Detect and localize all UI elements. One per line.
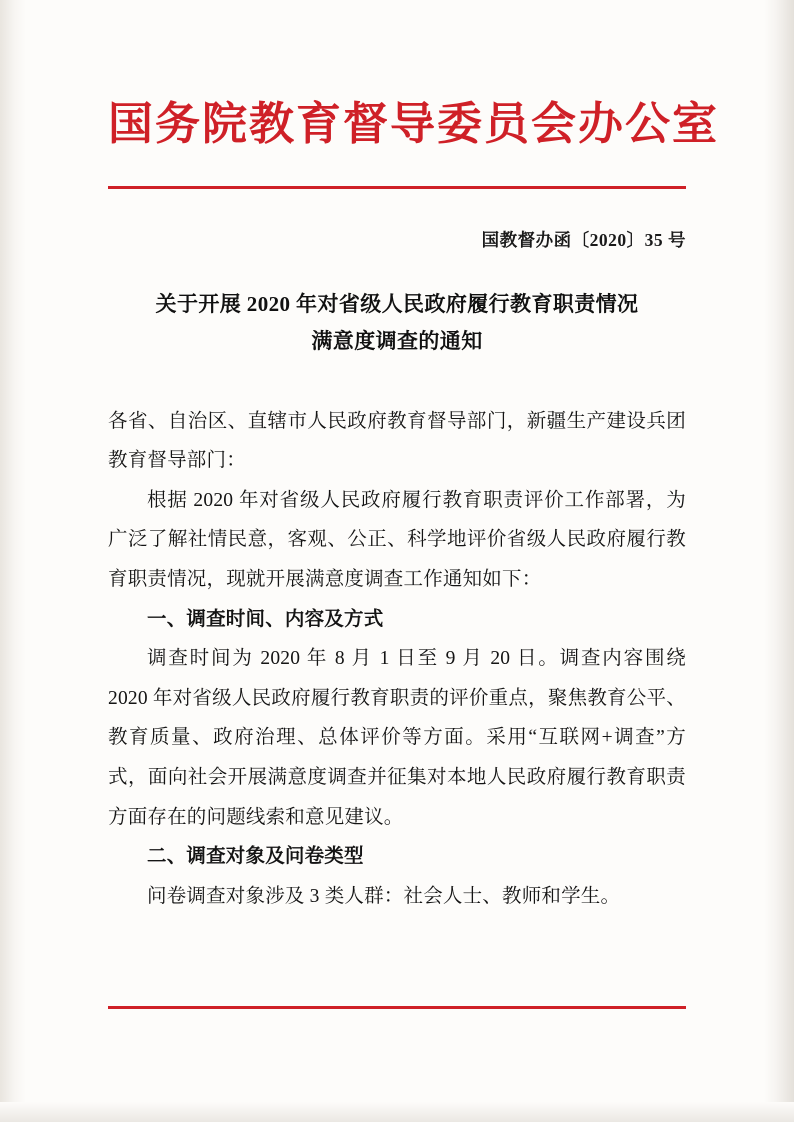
footer-divider [108, 1006, 686, 1009]
paragraph-section-one: 调查时间为 2020 年 8 月 1 日至 9 月 20 日。调查内容围绕 2020 年对省级人民政府履行教育职责的评价重点，聚焦教育公平、教育质量、政府治理、总体评价等方面。采用“互联网+调查”方式，面向社会开展满意度调查并征集对本地人民政府履行教育职责方面存在的问题线索和意见建议。 [108, 648, 686, 828]
paragraph-addressee: 各省、自治区、直辖市人民政府教育督导部门，新疆生产建设兵团教育督导部门： [108, 410, 686, 472]
scan-edge-right [764, 0, 794, 1122]
letterhead-title: 国务院教育督导委员会办公室 [108, 99, 720, 149]
scan-edge-bottom [0, 1102, 794, 1122]
section-heading-two: 二、调查对象及问卷类型 [147, 846, 364, 868]
paragraph-section-two: 问卷调查对象涉及 3 类人群：社会人士、教师和学生。 [147, 885, 621, 907]
subject-line-1: 关于开展 2020 年对省级人民政府履行教育职责情况 [155, 292, 639, 317]
subject-line-2: 满意度调查的通知 [311, 329, 483, 353]
letterhead-divider [108, 186, 686, 189]
scan-edge-left [0, 0, 26, 1122]
document-number: 国教督办函〔2020〕35 号 [481, 230, 686, 251]
document-content [108, 96, 720, 916]
paragraph-opening: 根据 2020 年对省级人民政府履行教育职责评价工作部署，为广泛了解社情民意，客观、公正、科学地评价省级人民政府履行教育职责情况，现就开展满意度调查工作通知如下： [108, 489, 686, 591]
section-heading-one: 一、调查时间、内容及方式 [147, 608, 384, 630]
document-body [108, 402, 686, 917]
document-subject [108, 286, 686, 360]
